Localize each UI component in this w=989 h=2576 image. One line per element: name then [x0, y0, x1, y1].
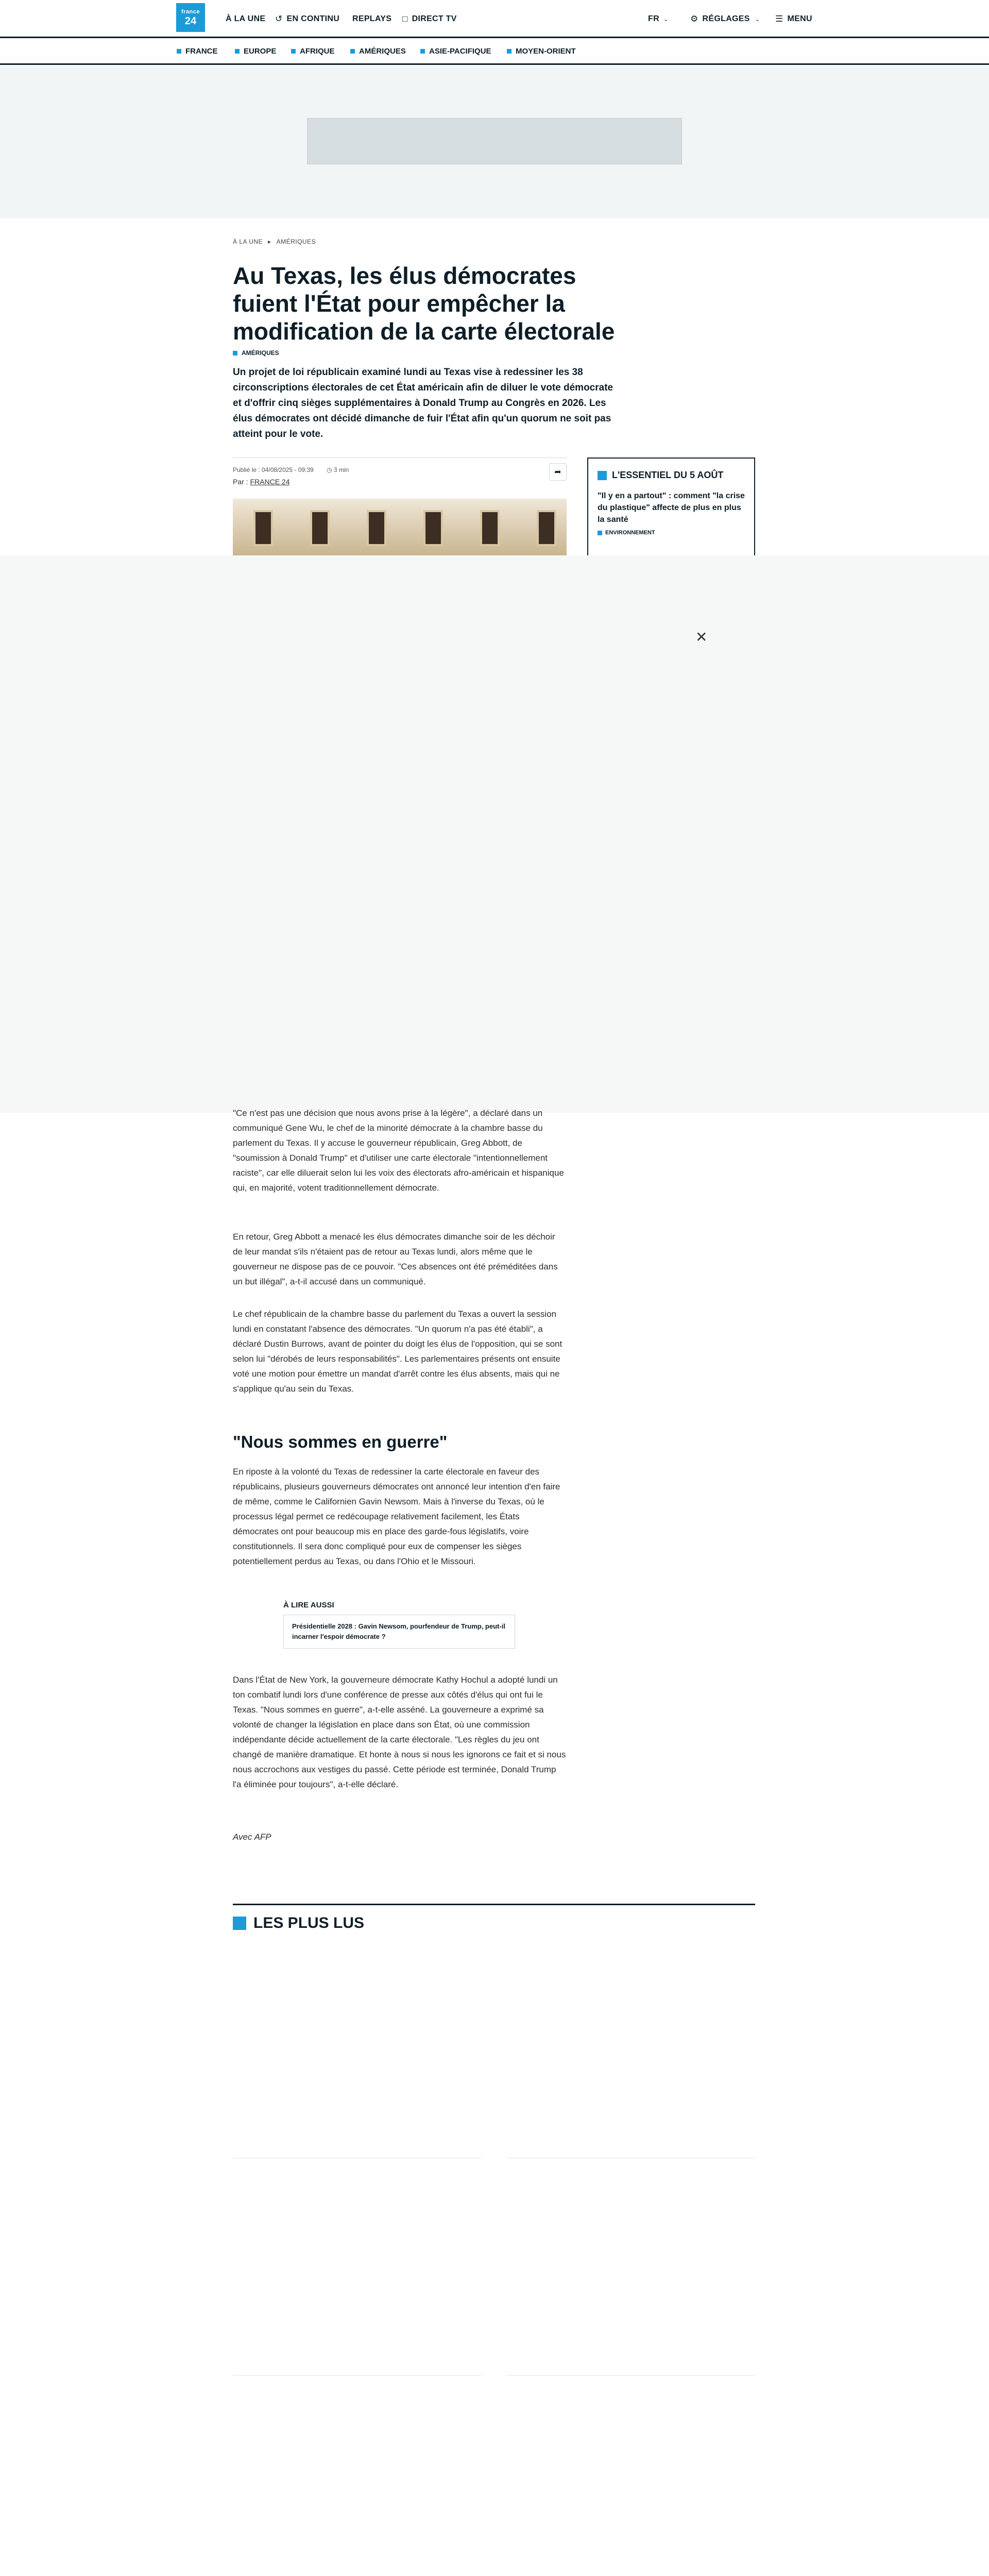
essentiel-item-link[interactable]: "Il y en a partout" : comment "la crise du plastique" affecte de plus en plus la santé — [598, 492, 745, 524]
essentiel-item-tag-label: ENVIRONNEMENT — [605, 530, 655, 536]
read-also-box — [283, 1601, 515, 1649]
article-lead: Un projet de loi républicain examiné lundi au Texas vise à redessiner les 38 circonscriptions électorales de cet État américain afin de diluer le vote démocrate et d'offrir cinq sièges supplémentaires à Donald Trump au Congrès en 2026. Les élus démocrates ont décidé dimanche de fuir l'État afin qu'un quorum ne soit pas atteint pour le vote. — [233, 367, 613, 439]
breadcrumb-item-home[interactable]: À LA UNE — [233, 238, 263, 245]
advertisement-slot[interactable] — [307, 118, 682, 164]
clock-icon: ◷ — [327, 466, 332, 473]
image-detail — [480, 510, 500, 546]
article-source: Avec AFP — [233, 1832, 271, 1842]
breadcrumb — [233, 238, 316, 245]
chevron-down-icon: ⌄ — [663, 16, 669, 23]
region-navigation-bar — [0, 38, 989, 65]
region-france[interactable] — [177, 47, 218, 56]
region-ameriques[interactable] — [350, 47, 406, 56]
image-detail — [367, 510, 386, 546]
most-read-heading — [233, 1914, 755, 1932]
image-detail — [423, 510, 443, 546]
article-title: Au Texas, les élus démocrates fuient l'État pour empêcher la modification de la carte électorale — [233, 262, 615, 345]
article-paragraph: Dans l'État de New York, la gouverneure démocrate Kathy Hochul a adopté lundi un ton combatif lundi lors d'une conférence de presse aux côtés d'élus qui ont fui le Texas. "Nous sommes en guerre", a-t-elle asséné. La gouverneure a exprimé sa volonté de changer la législation en place dans son État, où une commission indépendante décide actuellement de la carte électorale. "Les règles du jeu ont changé de manière dramatique. Et honte à nous si nous les ignorons ce fait et si nous nous accrochons aux vestiges du passé. Cette période est terminée, Donald Trump l'a éliminée pour toujours", a-t-elle déclaré. — [233, 1675, 566, 1789]
gear-icon: ⚙ — [690, 14, 698, 24]
menu-button[interactable] — [775, 11, 812, 27]
tv-icon: □ — [402, 14, 408, 24]
region-asie-pacifique[interactable] — [420, 47, 491, 56]
bullet-square-icon — [291, 49, 296, 54]
region-label: EUROPE — [244, 47, 277, 56]
article-hero-image — [233, 499, 567, 555]
bullet-square-icon — [177, 49, 181, 54]
byline — [233, 478, 290, 486]
article-paragraph: Le chef républicain de la chambre basse du parlement du Texas a ouvert la session lundi en constatant l'absence des démocrates. "Un quorum n'a pas été établi", a déclaré Dustin Burrows, avant de pointer du doigt les élus de l'opposition, qui se sont selon lui "dérobés de leurs responsabilités". Les parlementaires présents ont ensuite voté une motion pour émettre un mandat d'arrêt contre les élus absents, mais qui ne s'applique qu'au sein du Texas. — [233, 1309, 562, 1394]
most-read-section — [233, 1904, 755, 1932]
language-selector[interactable] — [648, 11, 668, 27]
region-moyen-orient[interactable] — [507, 47, 576, 56]
region-label: AMÉRIQUES — [359, 47, 406, 56]
region-label: MOYEN-ORIENT — [516, 47, 576, 56]
article-subheading: "Nous sommes en guerre" — [233, 1432, 448, 1451]
byline-label: Par : — [233, 478, 248, 486]
nav-replays-label: REPLAYS — [352, 14, 392, 23]
image-detail — [310, 510, 330, 546]
article-section-label: AMÉRIQUES — [242, 349, 279, 357]
logo-text-line1: france — [181, 8, 200, 15]
divider — [507, 2375, 755, 2376]
essentiel-heading — [598, 470, 745, 481]
nav-replays[interactable] — [352, 11, 391, 27]
close-icon[interactable]: ✕ — [695, 629, 708, 645]
bullet-square-icon — [420, 49, 425, 54]
region-label: AFRIQUE — [300, 47, 335, 56]
language-label: FR — [648, 14, 659, 23]
breadcrumb-separator-icon: ▸ — [268, 238, 271, 245]
region-label: FRANCE — [185, 47, 218, 56]
divider — [233, 2375, 481, 2376]
nav-en-continu[interactable] — [275, 11, 339, 27]
region-europe[interactable] — [235, 47, 276, 56]
share-button[interactable] — [549, 463, 567, 481]
bullet-square-icon — [598, 471, 607, 480]
hamburger-icon: ☰ — [775, 14, 783, 24]
bullet-square-icon — [350, 49, 355, 54]
nav-a-la-une[interactable] — [226, 11, 265, 27]
article-paragraph: En riposte à la volonté du Texas de redessiner la carte électorale en faveur des républicains, plusieurs gouverneurs démocrates ont annoncé leur intention d'en faire de même, comme le Californien Gavin Newsom. Mais à l'inverse du Texas, où le processus légal permet ce redécoupage relativement facilement, les États démocrates ont pour beaucoup mis en place des garde-fous législatifs, voire constitutionnels. Il sera donc compliqué pour eux de compenser les sièges potentiellement perdus au Texas, ou dans l'Ohio et le Missouri. — [233, 1467, 560, 1566]
author-link[interactable]: FRANCE 24 — [250, 478, 290, 486]
bullet-square-icon — [233, 1917, 246, 1930]
article-paragraph: "Ce n'est pas une décision que nous avons prise à la légère", a déclaré dans un communiqué Gene Wu, le chef de la minorité démocrate à la chambre basse du parlement du Texas. Il y accuse le gouverneur républicain, Greg Abbott, de "soumission à Donald Trump" et d'utiliser une carte électorale "intentionnellement raciste", car elle diluerait selon lui les voix des électorats afro-américain et hispanique qui, en majorité, votent traditionnellement démocrate. — [233, 1108, 564, 1193]
sticky-overlay-panel — [0, 555, 989, 1113]
essentiel-sidebar — [587, 457, 755, 555]
advertisement-band — [0, 66, 989, 218]
nav-a-la-une-label: À LA UNE — [226, 14, 266, 23]
france24-logo[interactable] — [176, 3, 205, 32]
history-icon: ↺ — [275, 14, 283, 24]
chevron-down-icon: ⌄ — [755, 16, 760, 23]
image-detail — [537, 510, 556, 546]
top-navigation-bar — [0, 0, 989, 38]
image-detail — [253, 510, 273, 546]
read-time — [327, 466, 349, 473]
bullet-square-icon — [233, 351, 237, 355]
bullet-square-icon — [235, 49, 240, 54]
article-meta — [233, 457, 567, 494]
region-afrique[interactable] — [291, 47, 335, 56]
nav-direct-tv[interactable] — [402, 11, 457, 27]
settings-button[interactable] — [690, 11, 760, 27]
read-also-link[interactable]: Présidentielle 2028 : Gavin Newsom, pourfendeur de Trump, peut-il incarner l'espoir démocrate ? — [283, 1615, 515, 1649]
article-section-tag[interactable] — [233, 349, 279, 357]
bullet-square-icon — [507, 49, 511, 54]
article-paragraph: En retour, Greg Abbott a menacé les élus démocrates dimanche soir de les déchoir de leur mandat s'ils n'étaient pas de retour au Texas lundi, alors même que le gouverneur ne dispose pas de ce pouvoir. "Ces absences ont été préméditées dans un but illégal", a-t-il accusé dans un communiqué. — [233, 1232, 558, 1286]
read-also-label: À LIRE AUSSI — [283, 1601, 334, 1609]
essentiel-title: L'ESSENTIEL DU 5 AOÛT — [612, 470, 724, 480]
essentiel-item-tag — [598, 530, 745, 536]
region-label: ASIE-PACIFIQUE — [429, 47, 491, 56]
nav-en-continu-label: EN CONTINU — [286, 14, 340, 23]
breadcrumb-item-section[interactable]: AMÉRIQUES — [276, 238, 316, 245]
publish-date: Publié le : 04/08/2025 - 09:39 — [233, 466, 314, 473]
logo-text-line2: 24 — [184, 15, 197, 27]
bullet-square-icon — [598, 531, 602, 535]
menu-label: MENU — [787, 14, 812, 23]
nav-direct-tv-label: DIRECT TV — [412, 14, 457, 23]
settings-label: RÉGLAGES — [702, 14, 750, 23]
share-icon: ➦ — [554, 468, 561, 477]
read-time-value: 3 min — [333, 466, 349, 473]
most-read-title: LES PLUS LUS — [253, 1914, 365, 1931]
